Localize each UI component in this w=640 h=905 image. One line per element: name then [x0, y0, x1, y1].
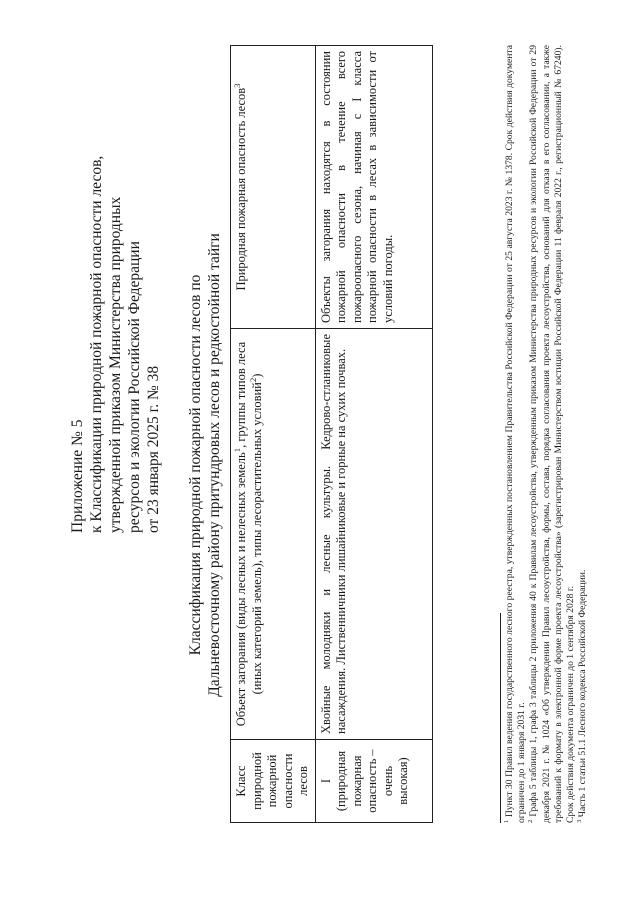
cell-object: Хвойные молодняки и лесные культуры. Кедрово-стланиковые насаждения. Лиственничники лишайниковые и горные на сухих почвах.: [315, 329, 432, 740]
appendix-header: [68, 33, 163, 533]
appendix-date: от 23 января 2025 г. № 38: [145, 365, 162, 533]
footnote: $^1$ Пункт 30 Правил ведения государственного лесного реестра, утвержденных постановлением Правительства Российской Федерации от 25 августа 2023 г. № 1378. Срок действия документа ограничен до 1 января 2031 г.: [502, 45, 528, 823]
footnote-divider: [500, 613, 501, 823]
appendix-ref-line: ресурсов и экологии Российской Федерации: [126, 241, 143, 533]
appendix-ref-line: утвержденной приказом Министерства природных: [107, 196, 124, 533]
appendix-number: Приложение № 5: [69, 419, 86, 533]
table-row: [315, 46, 432, 823]
appendix-ref-line: к Классификации природной пожарной опасности лесов,: [88, 155, 105, 533]
header-object: Объект загорания (виды лесных и нелесных земель$^1$, группы типов леса (иных категорий земель), типы лесорастительных условий$^2$): [231, 329, 316, 740]
classification-table: [230, 45, 433, 823]
title-line: Дальневосточному району притундровых лесов и редкостойной тайги: [206, 233, 223, 697]
class-description: (природная пожарная опасность – очень высокая): [334, 749, 410, 813]
cell-class: [315, 740, 432, 823]
class-number: I: [318, 778, 333, 784]
document-title: [186, 185, 224, 745]
footnote: $^3$ Часть 1 статьи 51.1 Лесного кодекса Российской Федерации.: [576, 569, 589, 823]
table-header-row: [231, 46, 316, 823]
header-class: Класс природной пожарной опасности лесов: [231, 740, 316, 823]
footnote: $^2$ Графа 5 таблицы 1, графа 3 таблицы 2 приложения 40 к Правилам лесоустройства, утвержденным приказом Министерства природных ресурсов и экологии Российской Федерации от 29 декабря 2021 г. № 1024 «Об утверждении Правил лесоустройства, формы, состава, порядка согласования проекта лесоустройства, оснований для отказа в его согласовании, а также требований к формату в электронной форме проекта лесоустройства» (зарегистрирован Министерством юстиции Российской Федерации 11 февраля 2022 г., регистрационный № 67240). Срок действия документа ограничен до 1 сентября 2028 г.: [527, 45, 577, 823]
title-line: Классификация природной пожарной опасности лесов по: [187, 274, 204, 656]
cell-hazard: Объекты загорания находятся в состоянии пожарной опасности в течение всего пожароопасного сезона, начиная с I класса пожарной опасности в лесах в зависимости от условий погоды.: [315, 46, 432, 329]
footnotes: [504, 45, 589, 823]
header-hazard: Природная пожарная опасность лесов$^3$: [231, 46, 316, 329]
